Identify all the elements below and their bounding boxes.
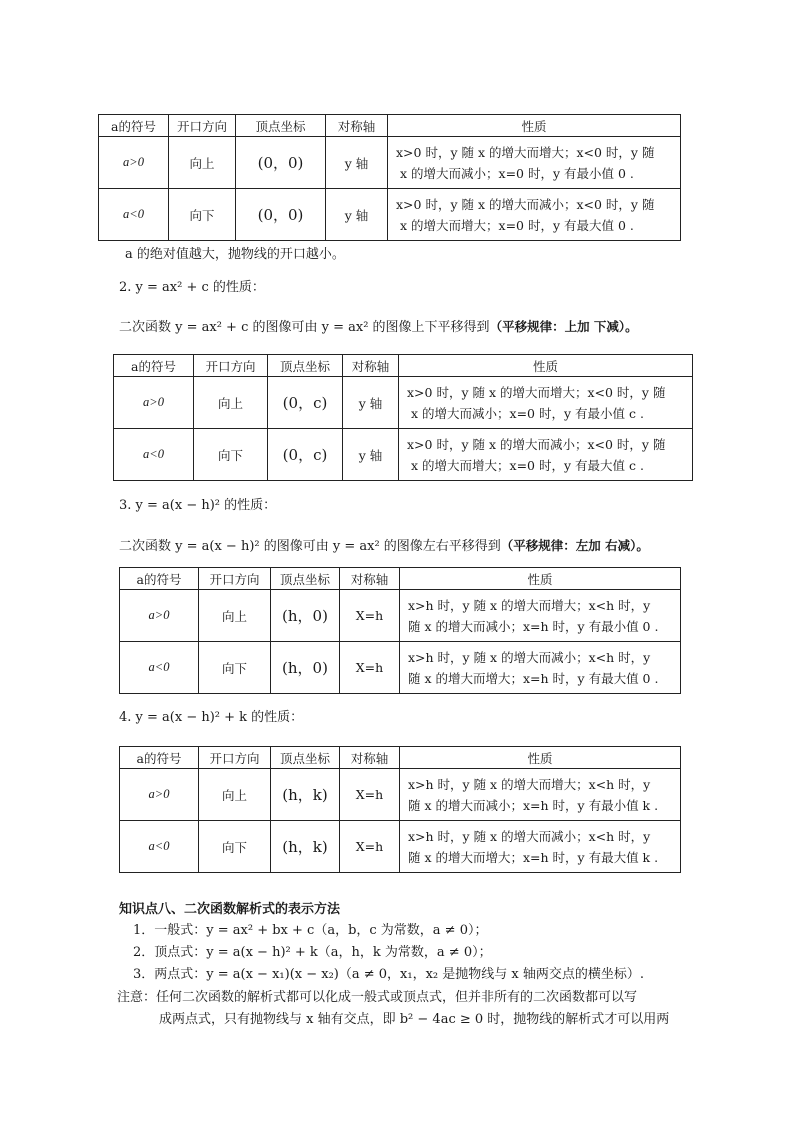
header-vertex: 顶点坐标 [271, 568, 340, 590]
table-vertex-form-properties [119, 746, 681, 873]
cell-property [388, 137, 681, 189]
header-vertex: 顶点坐标 [268, 355, 343, 377]
cell-direction: 向下 [199, 821, 271, 873]
header-sign: a的符号 [99, 115, 169, 137]
table-ax2-plus-c-properties [113, 354, 693, 481]
property-line: 随 x 的增大而减小；x=h 时，y 有最小值 0 . [408, 618, 659, 634]
property-line: x>h 时，y 随 x 的增大而增大；x<h 时，y [408, 597, 651, 613]
header-direction: 开口方向 [194, 355, 268, 377]
cell-direction: 向上 [194, 377, 268, 429]
cell-vertex: (h，0) [271, 642, 340, 694]
section3-desc-text: 二次函数 y = a(x − h)² 的图像可由 y = ax² 的图像左右平移得到 [119, 539, 501, 554]
table-row [114, 377, 693, 429]
property-line: x 的增大而增大；x=0 时，y 有最大值 c . [411, 457, 644, 473]
knowledge8-item-two-point: 3．两点式：y = a(x − x₁)(x − x₂)（a ≠ 0，x₁，x₂ 是抛物线与 x 轴两交点的横坐标）. [133, 967, 644, 982]
property-line: x>0 时，y 随 x 的增大而增大；x<0 时，y 随 [396, 144, 655, 160]
cell-vertex: (0，0) [236, 189, 326, 241]
property-line: x>h 时，y 随 x 的增大而减小；x<h 时，y [408, 649, 651, 665]
cell-property [399, 377, 693, 429]
header-property: 性质 [399, 355, 693, 377]
cell-vertex: (h，k) [271, 769, 340, 821]
table-row [114, 429, 693, 481]
knowledge8-item-vertex: 2．顶点式：y = a(x − h)² + k（a，h，k 为常数，a ≠ 0）； [133, 945, 492, 960]
table-row [99, 189, 681, 241]
cell-axis: y 轴 [343, 377, 399, 429]
property-line: x 的增大而减小；x=0 时，y 有最小值 c . [411, 405, 644, 421]
cell-direction: 向上 [199, 590, 271, 642]
table-row [99, 137, 681, 189]
section2-title: 2. y = ax² + c 的性质： [119, 280, 265, 295]
property-line: x>0 时，y 随 x 的增大而减小；x<0 时，y 随 [407, 436, 666, 452]
header-axis: 对称轴 [343, 355, 399, 377]
table-row [120, 769, 681, 821]
table-row [120, 642, 681, 694]
cell-axis: X=h [340, 769, 400, 821]
cell-sign: a<0 [114, 429, 194, 481]
header-direction: 开口方向 [199, 568, 271, 590]
cell-sign: a>0 [120, 769, 199, 821]
section3-shift-rule: （平移规律：左加 右减）。 [500, 538, 649, 553]
header-property: 性质 [400, 568, 681, 590]
header-direction: 开口方向 [199, 747, 271, 769]
cell-property [399, 429, 693, 481]
cell-vertex: (0，c) [268, 429, 343, 481]
cell-axis: X=h [340, 821, 400, 873]
header-property: 性质 [400, 747, 681, 769]
cell-sign: a>0 [120, 590, 199, 642]
cell-direction: 向上 [169, 137, 236, 189]
cell-direction: 向上 [199, 769, 271, 821]
cell-axis: y 轴 [326, 189, 388, 241]
cell-sign: a>0 [99, 137, 169, 189]
section3-description [119, 535, 649, 554]
property-line: x>h 时，y 随 x 的增大而增大；x<h 时，y [408, 776, 651, 792]
cell-sign: a<0 [120, 642, 199, 694]
header-vertex: 顶点坐标 [271, 747, 340, 769]
cell-axis: y 轴 [343, 429, 399, 481]
cell-axis: X=h [340, 642, 400, 694]
cell-direction: 向下 [199, 642, 271, 694]
cell-property [400, 642, 681, 694]
cell-sign: a<0 [99, 189, 169, 241]
header-vertex: 顶点坐标 [236, 115, 326, 137]
cell-vertex: (h，k) [271, 821, 340, 873]
header-sign: a的符号 [114, 355, 194, 377]
cell-axis: X=h [340, 590, 400, 642]
section4-title: 4. y = a(x − h)² + k 的性质： [119, 710, 304, 725]
table-row [120, 590, 681, 642]
cell-property [400, 769, 681, 821]
section2-shift-rule: （平移规律：上加 下减）。 [489, 319, 638, 334]
cell-sign: a<0 [120, 821, 199, 873]
cell-direction: 向下 [194, 429, 268, 481]
knowledge8-item-general: 1．一般式：y = ax² + bx + c（a，b，c 为常数，a ≠ 0）； [133, 923, 488, 938]
property-line: x 的增大而减小；x=0 时，y 有最小值 0 . [400, 165, 634, 181]
property-line: x>0 时，y 随 x 的增大而增大；x<0 时，y 随 [407, 384, 666, 400]
cell-property [400, 821, 681, 873]
header-axis: 对称轴 [326, 115, 388, 137]
table-header-row [120, 568, 681, 590]
cell-direction: 向下 [169, 189, 236, 241]
knowledge8-heading: 知识点八、二次函数解析式的表示方法 [119, 902, 341, 917]
table-header-row [114, 355, 693, 377]
table-a-x-minus-h-squared-properties [119, 567, 681, 694]
table-row [120, 821, 681, 873]
knowledge8-note-line1: 注意：任何二次函数的解析式都可以化成一般式或顶点式，但并非所有的二次函数都可以写 [117, 990, 638, 1005]
property-line: x>0 时，y 随 x 的增大而减小；x<0 时，y 随 [396, 196, 655, 212]
header-axis: 对称轴 [340, 568, 400, 590]
header-axis: 对称轴 [340, 747, 400, 769]
table-ax2-properties [98, 114, 681, 241]
cell-property [400, 590, 681, 642]
table-header-row [99, 115, 681, 137]
section2-description [119, 316, 638, 335]
cell-axis: y 轴 [326, 137, 388, 189]
cell-vertex: (0，c) [268, 377, 343, 429]
header-sign: a的符号 [120, 747, 199, 769]
cell-vertex: (h，0) [271, 590, 340, 642]
section3-title: 3. y = a(x − h)² 的性质： [119, 498, 277, 513]
note-abs-a: a 的绝对值越大，抛物线的开口越小。 [125, 247, 345, 262]
header-direction: 开口方向 [169, 115, 236, 137]
header-sign: a的符号 [120, 568, 199, 590]
cell-property [388, 189, 681, 241]
cell-sign: a>0 [114, 377, 194, 429]
table-header-row [120, 747, 681, 769]
property-line: 随 x 的增大而增大；x=h 时，y 有最大值 0 . [408, 670, 659, 686]
section2-desc-text: 二次函数 y = ax² + c 的图像可由 y = ax² 的图像上下平移得到 [119, 320, 490, 335]
property-line: x>h 时，y 随 x 的增大而减小；x<h 时，y [408, 828, 651, 844]
property-line: 随 x 的增大而减小；x=h 时，y 有最小值 k . [408, 797, 659, 813]
property-line: x 的增大而增大；x=0 时，y 有最大值 0 . [400, 217, 634, 233]
property-line: 随 x 的增大而增大；x=h 时，y 有最大值 k . [408, 849, 659, 865]
cell-vertex: (0，0) [236, 137, 326, 189]
knowledge8-note-line2: 成两点式，只有抛物线与 x 轴有交点，即 b² − 4ac ≥ 0 时，抛物线的解析式才可以用两 [159, 1012, 670, 1027]
header-property: 性质 [388, 115, 681, 137]
